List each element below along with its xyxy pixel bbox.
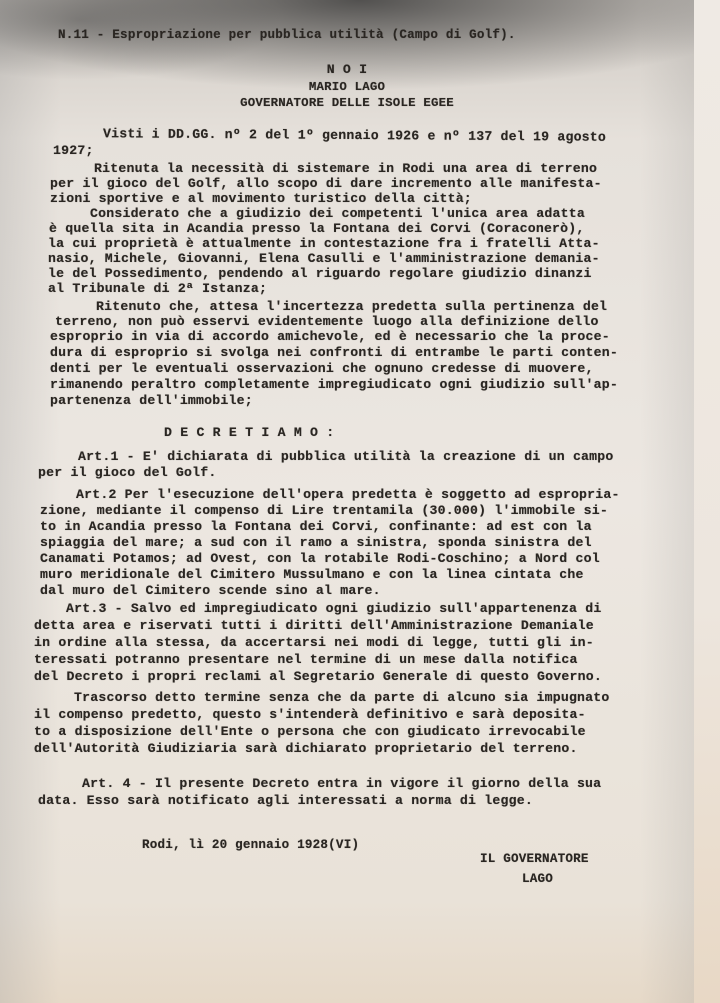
title-name: MARIO LAGO xyxy=(308,80,386,94)
preamble-line: Visti i DD.GG. nº 2 del 1º gennaio 1926 e nº 137 del 19 agosto xyxy=(102,126,607,145)
preamble-line: partenenza dell'immobile; xyxy=(50,393,253,408)
preamble-line: per il gioco del Golf, allo scopo di dare incremento alle manifesta- xyxy=(50,176,602,191)
page-edge xyxy=(694,0,720,1003)
article-line: data. Esso sarà notificato agli interessati a norma di legge. xyxy=(38,793,533,808)
preamble-line: dura di esproprio si svolga nei confronti di entrambe le parti conten- xyxy=(50,345,618,360)
article-line: teressati potranno presentare nel termine di un mese dalla notifica xyxy=(34,652,578,667)
title-office: GOVERNATORE DELLE ISOLE EGEE xyxy=(240,96,454,110)
preamble-line: Considerato che a giudizio dei competenti l'unica area adatta xyxy=(90,206,585,221)
article-line: to a disposizione dell'Ente o persona che con giudicato irrevocabile xyxy=(34,724,586,739)
preamble-line: zioni sportive e al movimento turistico della città; xyxy=(50,191,472,206)
article-line: Art.3 - Salvo ed impregiudicato ogni giudizio sull'appartenenza di xyxy=(66,601,602,616)
preamble-line: la cui proprietà è attualmente in contestazione fra i fratelli Atta- xyxy=(48,236,600,251)
preamble-line: denti per le eventuali osservazioni che ognuno credesse di muovere, xyxy=(50,361,594,376)
decree-heading: D E C R E T I A M O : xyxy=(164,425,335,440)
document-header: N.11 - Espropriazione per pubblica utilità (Campo di Golf). xyxy=(58,28,516,42)
place-date: Rodi, lì 20 gennaio 1928(VI) xyxy=(142,838,360,852)
article-line: Art.1 - E' dichiarata di pubblica utilità la creazione di un campo xyxy=(78,449,614,464)
preamble-line: esproprio in via di accordo amichevole, ed è necessario che la proce- xyxy=(50,329,610,344)
preamble-line: nasio, Michele, Giovanni, Elena Casulli e l'amministrazione demania- xyxy=(48,251,600,266)
article-line: Canamati Potamos; ad Ovest, con la rotabile Rodi-Coschino; a Nord col xyxy=(40,551,600,566)
article-line: dell'Autorità Giudiziaria sarà dichiarato proprietario del terreno. xyxy=(34,741,578,756)
article-line: spiaggia del mare; a sud con il ramo a sinistra, sponda sinistra del xyxy=(40,535,592,550)
preamble-line: le del Possedimento, pendendo al riguardo regolare giudizio dinanzi xyxy=(48,266,592,281)
article-line: zione, mediante il compenso di Lire trentamila (30.000) l'immobile si- xyxy=(40,503,608,518)
preamble-line: Ritenuto che, attesa l'incertezza predetta sulla pertinenza del xyxy=(96,299,608,314)
article-line: Art.2 Per l'esecuzione dell'opera predetta è soggetto ad espropria- xyxy=(76,487,620,502)
title-noi: N O I xyxy=(326,62,368,77)
article-line: il compenso predetto, questo s'intenderà definitivo e sarà deposita- xyxy=(34,707,586,722)
preamble-line: rimanendo peraltro completamente impregiudicato ogni giudizio sull'ap- xyxy=(50,377,618,392)
preamble-line: 1927; xyxy=(53,143,94,158)
article-line: del Decreto i propri reclami al Segretario Generale di questo Governo. xyxy=(34,669,602,684)
signature-title: IL GOVERNATORE xyxy=(480,852,589,866)
article-line: to in Acandia presso la Fontana dei Corvi, confinante: ad est con la xyxy=(40,519,592,534)
article-line: in ordine alla stessa, da accertarsi nei modi di legge, tutti gli in- xyxy=(34,635,594,650)
preamble-line: è quella sita in Acandia presso la Fontana dei Corvi (Coraconerò), xyxy=(49,221,585,236)
article-line: detta area e riservati tutti i diritti dell'Amministrazione Demaniale xyxy=(34,618,594,633)
article-line: Art. 4 - Il presente Decreto entra in vigore il giorno della sua xyxy=(82,776,602,791)
preamble-line: Ritenuta la necessità di sistemare in Rodi una area di terreno xyxy=(94,161,598,176)
signature-name: LAGO xyxy=(522,872,554,886)
article-line: muro meridionale del Cimitero Mussulmano e con la linea cintata che xyxy=(40,567,584,582)
preamble-line: al Tribunale di 2ª Istanza; xyxy=(48,281,268,296)
article-line: Trascorso detto termine senza che da parte di alcuno sia impugnato xyxy=(74,690,610,705)
article-line: dal muro del Cimitero scende sino al mare. xyxy=(40,583,381,598)
article-line: per il gioco del Golf. xyxy=(38,465,217,480)
preamble-line: terreno, non può esservi evidentemente luogo alla definizione dello xyxy=(55,314,599,329)
